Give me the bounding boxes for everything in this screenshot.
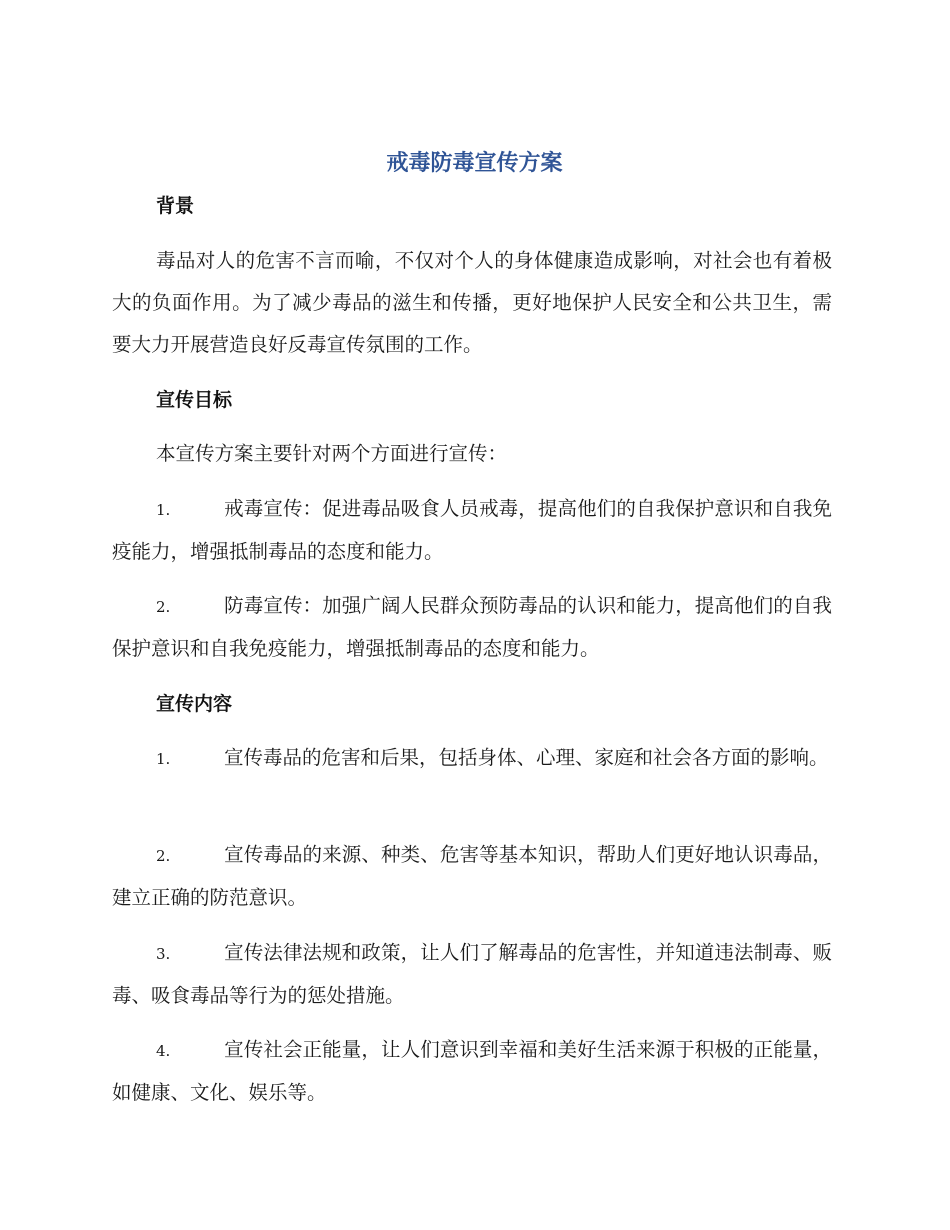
- list-item-number: 4.: [156, 1042, 171, 1060]
- list-item-text: 宣传毒品的危害和后果，包括身体、心理、家庭和社会各方面的影响。: [224, 746, 829, 769]
- content-list-item: [112, 932, 832, 1017]
- list-item-number: 3.: [156, 945, 171, 963]
- content-list-item: [112, 737, 832, 780]
- page-title: 戒毒防毒宣传方案: [386, 151, 563, 176]
- list-item-text: 防毒宣传：加强广阔人民群众预防毒品的认识和能力，提高他们的自我保护意识和自我免疫能力，增强抵制毒品的态度和能力。: [112, 594, 832, 660]
- list-item-text: 宣传毒品的来源、种类、危害等基本知识，帮助人们更好地认识毒品，建立正确的防范意识。: [112, 843, 832, 909]
- list-item-number: 1.: [156, 750, 171, 768]
- list-item-number: 1.: [156, 501, 171, 519]
- list-item-text: 宣传法律法规和政策，让人们了解毒品的危害性，并知道违法制毒、贩毒、吸食毒品等行为的惩处措施。: [112, 941, 832, 1007]
- list-item-text: 宣传社会正能量，让人们意识到幸福和美好生活来源于积极的正能量，如健康、文化、娱乐等。: [112, 1038, 832, 1104]
- background-paragraph: 毒品对人的危害不言而喻，不仅对个人的身体健康造成影响，对社会也有着极大的负面作用。为了减少毒品的滋生和传播，更好地保护人民安全和公共卫生，需要大力开展营造良好反毒宣传氛围的工作。: [112, 249, 832, 356]
- list-item-number: 2.: [156, 847, 171, 865]
- section-heading-content: 宣传内容: [156, 693, 233, 715]
- goals-list-item: [112, 585, 832, 670]
- section-heading-background: 背景: [156, 195, 195, 217]
- goals-list-item: [112, 488, 832, 573]
- content-list-item: [112, 834, 832, 919]
- list-item-number: 2.: [156, 598, 171, 616]
- goals-intro-paragraph: 本宣传方案主要针对两个方面进行宣传：: [156, 442, 508, 465]
- list-item-text: 戒毒宣传：促进毒品吸食人员戒毒，提高他们的自我保护意识和自我免疫能力，增强抵制毒品的态度和能力。: [112, 497, 832, 563]
- content-list-item: [112, 1029, 832, 1114]
- section-heading-goals: 宣传目标: [156, 389, 233, 411]
